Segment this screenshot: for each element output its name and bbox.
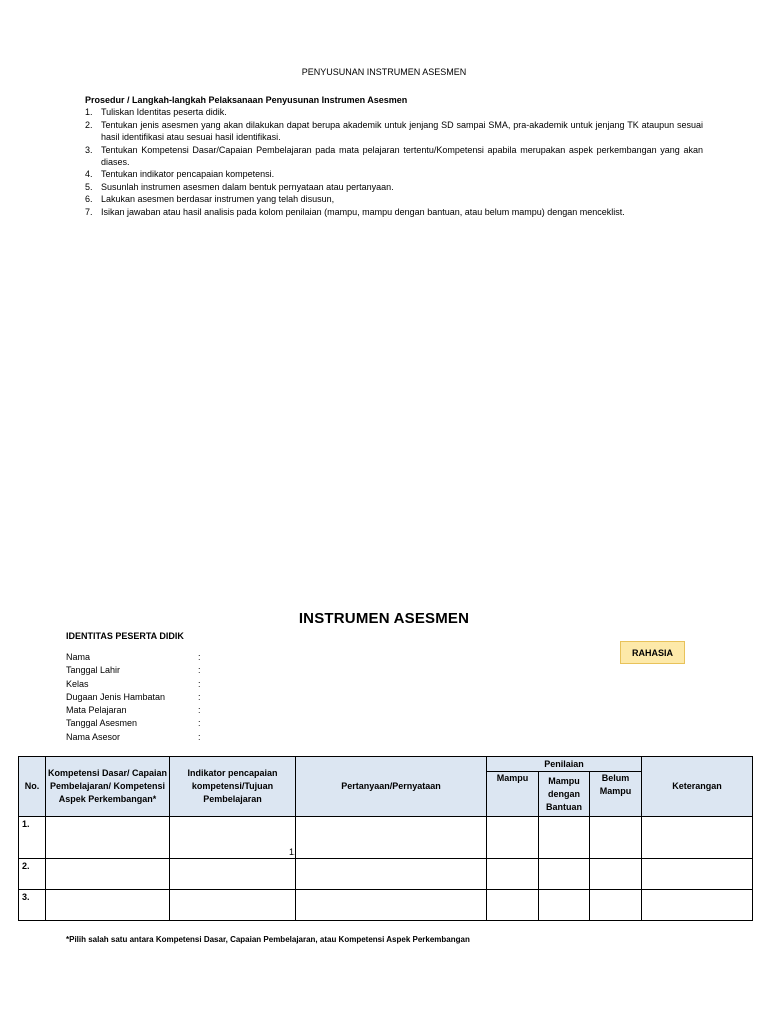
step-number: 2.	[85, 119, 93, 130]
header-mampu: Mampu	[487, 772, 539, 817]
step-text: Isikan jawaban atau hasil analisis pada kolom penilaian (mampu, mampu dengan bantuan, atau belum mampu) dengan menceklist.	[101, 206, 625, 217]
field-label: Mata Pelajaran	[66, 705, 127, 716]
field-label: Nama Asesor	[66, 731, 121, 742]
cell-mampu[interactable]	[487, 890, 539, 921]
field-kelas	[66, 678, 201, 691]
procedure-step	[85, 206, 703, 218]
field-mata-pelajaran	[66, 704, 201, 717]
field-nama	[66, 651, 201, 664]
field-nama-asesor	[66, 731, 201, 744]
field-label: Kelas	[66, 678, 89, 689]
procedure-step	[85, 106, 703, 118]
header-belum-mampu: Belum Mampu	[590, 772, 642, 817]
cell-kompetensi[interactable]	[46, 817, 170, 859]
field-separator: :	[198, 665, 201, 676]
procedure-section	[85, 94, 703, 218]
field-label: Dugaan Jenis Hambatan	[66, 691, 166, 702]
field-separator: :	[198, 652, 201, 662]
step-number: 5.	[85, 181, 93, 192]
step-number: 7.	[85, 206, 93, 217]
header-penilaian: Penilaian	[487, 757, 642, 772]
table-row	[19, 859, 753, 890]
field-label: Tanggal Lahir	[66, 665, 121, 676]
procedure-step	[85, 144, 703, 169]
cell-mampu-bantuan[interactable]	[539, 817, 590, 859]
cell-keterangan[interactable]	[642, 890, 753, 921]
step-text: Lakukan asesmen berdasar instrumen yang telah disusun,	[101, 194, 335, 205]
cell-keterangan[interactable]	[642, 859, 753, 890]
step-text: Tentukan indikator pencapaian kompetensi.	[101, 169, 275, 180]
confidential-badge: RAHASIA	[620, 641, 685, 664]
row-number: 1.	[19, 817, 46, 859]
step-text: Tentukan Kompetensi Dasar/Capaian Pembelajaran pada mata pelajaran tertentu/Kompetensi apabila merupakan aspek perkembangan yang akan diases.	[101, 144, 703, 168]
cell-indikator[interactable]	[170, 890, 296, 921]
cell-belum-mampu[interactable]	[590, 890, 642, 921]
field-tanggal-asesmen	[66, 717, 201, 730]
step-number: 6.	[85, 194, 93, 205]
table-row	[19, 817, 753, 859]
header-keterangan: Keterangan	[642, 757, 753, 817]
cell-keterangan[interactable]	[642, 817, 753, 859]
cell-pertanyaan[interactable]	[296, 817, 487, 859]
cell-mampu-bantuan[interactable]	[539, 859, 590, 890]
assessment-table	[18, 756, 753, 921]
stray-list-marker: 1.	[289, 847, 297, 857]
procedure-step	[85, 181, 703, 193]
step-number: 3.	[85, 144, 93, 155]
step-number: 1.	[85, 107, 93, 118]
cell-pertanyaan[interactable]	[296, 890, 487, 921]
cell-kompetensi[interactable]	[46, 890, 170, 921]
cell-mampu[interactable]	[487, 817, 539, 859]
document-title: PENYUSUNAN INSTRUMEN ASESMEN	[301, 67, 467, 77]
field-dugaan-jenis-hambatan	[66, 691, 201, 704]
procedure-step	[85, 119, 703, 144]
header-indikator: Indikator pencapaian kompetensi/Tujuan Pembelajaran	[170, 757, 296, 817]
procedure-steps	[85, 106, 703, 218]
identity-heading: IDENTITAS PESERTA DIDIK	[66, 631, 184, 641]
header-pertanyaan: Pertanyaan/Pernyataan	[296, 757, 487, 817]
header-kompetensi: Kompetensi Dasar/ Capaian Pembelajaran/ Kompetensi Aspek Perkembangan*	[46, 757, 170, 817]
cell-kompetensi[interactable]	[46, 859, 170, 890]
step-text: Tentukan jenis asesmen yang akan dilakukan dapat berupa akademik untuk jenjang SD sampai SMA, pra-akademik untuk jenjang TK ataupun sesuai hasil identifikasi atau sesuai hasil identifikasi.	[101, 119, 703, 143]
cell-indikator[interactable]	[170, 817, 296, 859]
cell-pertanyaan[interactable]	[296, 859, 487, 890]
step-number: 4.	[85, 169, 93, 180]
cell-mampu-bantuan[interactable]	[539, 890, 590, 921]
field-label: Tanggal Asesmen	[66, 718, 138, 729]
cell-indikator[interactable]	[170, 859, 296, 890]
step-text: Susunlah instrumen asesmen dalam bentuk pernyataan atau pertanyaan.	[101, 181, 394, 192]
field-separator: :	[198, 691, 201, 702]
step-text: Tuliskan Identitas peserta didik.	[101, 107, 227, 118]
field-label: Nama	[66, 652, 91, 662]
instrument-title: INSTRUMEN ASESMEN	[298, 610, 470, 627]
cell-belum-mampu[interactable]	[590, 817, 642, 859]
cell-belum-mampu[interactable]	[590, 859, 642, 890]
cell-mampu[interactable]	[487, 859, 539, 890]
procedure-step	[85, 193, 703, 205]
field-separator: :	[198, 718, 201, 729]
field-separator: :	[198, 731, 201, 742]
procedure-heading: Prosedur / Langkah-langkah Pelaksanaan Penyusunan Instrumen Asesmen	[85, 95, 408, 105]
header-no: No.	[19, 757, 46, 817]
field-separator: :	[198, 678, 201, 689]
identity-fields	[66, 651, 201, 744]
row-number: 3.	[19, 890, 46, 921]
footnote: *Pilih salah satu antara Kompetensi Dasar, Capaian Pembelajaran, atau Kompetensi Aspek Perkembangan	[66, 935, 470, 944]
table-row	[19, 890, 753, 921]
row-number: 2.	[19, 859, 46, 890]
procedure-step	[85, 168, 703, 180]
header-mampu-dengan-bantuan: Mampu dengan Bantuan	[539, 772, 590, 817]
field-separator: :	[198, 705, 201, 716]
field-tanggal-lahir	[66, 664, 201, 677]
